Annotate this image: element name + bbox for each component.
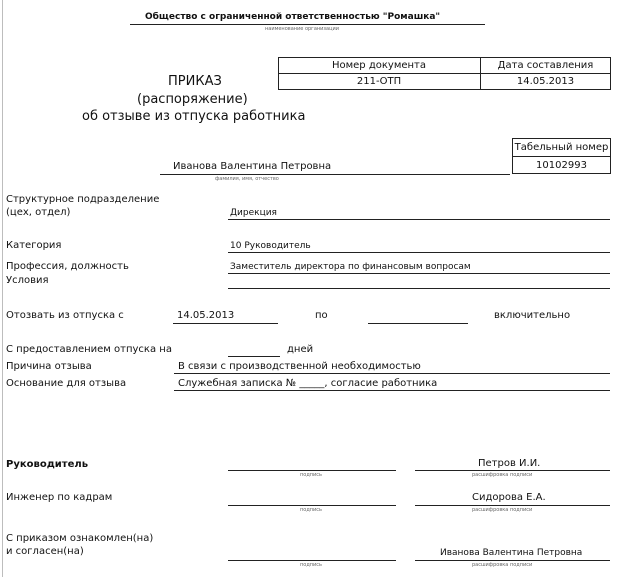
head-name-line	[415, 470, 610, 471]
position-underline	[228, 273, 610, 274]
page-left-border	[2, 0, 3, 577]
head-name-caption: расшифровка подписи	[472, 472, 533, 478]
employee-caption: фамилия, имя, отчество	[215, 176, 279, 182]
title-subject: об отзыве из отпуска работника	[82, 109, 306, 124]
hr-name: Сидорова Е.А.	[472, 492, 546, 503]
leave-days-label: дней	[287, 344, 314, 355]
department-value: Дирекция	[230, 208, 277, 218]
org-underline	[130, 24, 485, 25]
hr-signature-caption: подпись	[300, 507, 322, 513]
category-label: Категория	[6, 240, 62, 251]
ack-signature-caption: подпись	[300, 562, 322, 568]
hr-name-line	[415, 505, 610, 506]
ack-name-line	[415, 560, 610, 561]
tab-table-row-divider	[512, 156, 611, 157]
head-signature-line	[228, 470, 396, 471]
department-underline	[228, 219, 610, 220]
doc-number-value: 211-ОТП	[356, 76, 402, 87]
tab-number-value: 10102993	[536, 160, 587, 171]
recall-to-label: по	[315, 310, 328, 321]
department-label: Структурное подразделение	[6, 194, 160, 205]
doc-number-header: Номер документа	[331, 60, 427, 71]
ack-name-caption: расшифровка подписи	[472, 562, 533, 568]
hr-label: Инженер по кадрам	[6, 492, 113, 503]
hr-signature-line	[228, 505, 396, 506]
employee-underline	[160, 174, 510, 175]
org-caption: наименование организации	[265, 26, 340, 32]
recall-from-date: 14.05.2013	[177, 310, 235, 321]
position-value: Заместитель директора по финансовым вопросам	[230, 262, 471, 272]
recall-to-underline	[368, 323, 468, 324]
employee-name: Иванова Валентина Петровна	[173, 161, 332, 172]
doc-date-header: Дата составления	[497, 60, 594, 71]
head-label: Руководитель	[6, 459, 89, 470]
category-value: 10 Руководитель	[230, 241, 311, 251]
conditions-underline	[228, 288, 610, 289]
basis-value: Служебная записка № _____, согласие работника	[178, 378, 438, 389]
position-label: Профессия, должность	[6, 261, 129, 272]
org-name: Общество с ограниченной ответственностью "Ромашка"	[145, 12, 441, 22]
recall-from-underline	[173, 323, 278, 324]
head-signature-caption: подпись	[300, 472, 322, 478]
recall-inclusive: включительно	[494, 310, 571, 321]
tab-number-header: Табельный номер	[514, 142, 609, 153]
title-instruction: (распоряжение)	[137, 92, 248, 107]
reason-value: В связи с производственной необходимостью	[178, 361, 421, 372]
recall-label: Отозвать из отпуска с	[6, 310, 124, 321]
basis-underline	[174, 390, 610, 391]
category-underline	[228, 252, 610, 253]
ack-signature-line	[228, 560, 396, 561]
ack-label-sub: и согласен(на)	[6, 546, 84, 557]
doc-table-row-divider	[278, 73, 611, 74]
leave-days-underline	[228, 356, 280, 357]
hr-name-caption: расшифровка подписи	[472, 507, 533, 513]
conditions-label: Условия	[6, 275, 49, 286]
reason-underline	[174, 373, 610, 374]
department-label-sub: (цех, отдел)	[6, 207, 71, 218]
doc-date-value: 14.05.2013	[516, 76, 575, 87]
leave-label: С предоставлением отпуска на	[6, 344, 172, 355]
title-order: ПРИКАЗ	[168, 74, 222, 89]
head-name: Петров И.И.	[478, 458, 541, 469]
reason-label: Причина отзыва	[6, 361, 92, 372]
ack-label: С приказом ознакомлен(на)	[6, 533, 154, 544]
ack-name: Иванова Валентина Петровна	[440, 548, 583, 558]
basis-label: Основание для отзыва	[6, 378, 127, 389]
